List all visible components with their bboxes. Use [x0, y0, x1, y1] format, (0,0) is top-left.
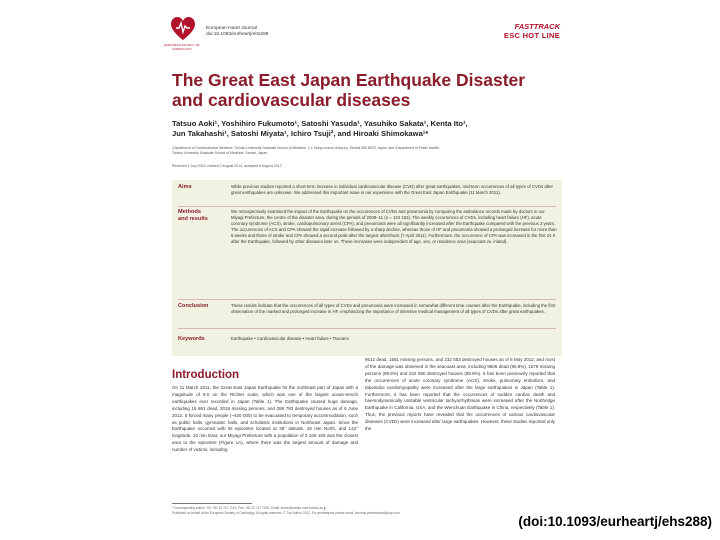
abstract-divider — [178, 206, 556, 207]
publication-note: Published on behalf of the European Society of Cardiology. All rights reserved. © The Author 2012. For permissions please email: journals.permissions@oup.com — [172, 511, 400, 515]
conclusion-text: These results indicate that the occurrences of all types of CVDs and pneumonia were increased in somewhat different time courses after the Earthquake, including the first observation of the marked and prolonged increase in HF, emphasizing the importance of intensive medical management of all types of CVDs after great earthquakes. — [231, 303, 556, 315]
fasttrack-badge — [504, 22, 560, 40]
affiliation-line-1: ¹Department of Cardiovascular Medicine, Tohoku University Graduate School of Medicine, 1-1 Seiryo-machi, Aoba-ku, Sendai 980-8575, Japan; and ²Department of Public Health, — [172, 146, 440, 150]
abstract-divider — [178, 299, 556, 300]
keywords-text: Earthquake • Cardiovascular disease • Heart failure • Tsunami — [231, 336, 349, 341]
received-dates: Received 1 July 2012; revised 2 August 2012; accepted 8 August 2012 — [172, 164, 282, 168]
hotline-label: ESC HOT LINE — [503, 31, 560, 40]
body-column-right: 9512 dead, 1581 missing persons, and 232 553 destroyed houses as of 8 May 2012, and most of the damage was observed in the seacoast area, including 9506 dead (95.8%), 1578 missing persons (99.8%) and 222 880 destroyed houses (95.8%). It has been previously reported that the occurrences of acute coronary syndrome (ACS), stroke, pulmonary embolism, and takotsubo cardiomyopathy were increased after the large earthquakes in Japan (Table 1). Furthermore, it has been reported that the occurrences of sudden cardiac death and haemodynamically unstable ventricular tachyarrhythmias were increased after the Northridge Earthquake in California, USA, and the Wenchuan Earthquake in China, respectively (Table 1). Thus, the previous reports have revealed that the occurrences of various cardiovascular diseases (CVDs) were increased after large earthquakes. However, these studies reported only the — [365, 357, 555, 432]
journal-header — [206, 26, 268, 38]
footnotes — [172, 506, 557, 516]
authors-line-2: Jun Takahashi¹, Satoshi Miyata¹, Ichiro Tsuji², and Hiroaki Shimokawa¹* — [172, 129, 429, 138]
affiliation-line-2: Tohoku University Graduate School of Medicine, Sendai, Japan — [172, 150, 267, 155]
title-line-2: and cardiovascular diseases — [172, 90, 411, 110]
journal-doi: doi:10.1093/eurheartj/ehs288 — [206, 32, 269, 37]
conclusion-label: Conclusion — [178, 303, 209, 309]
affiliations — [172, 146, 552, 155]
footnote-divider — [172, 503, 252, 504]
doi-caption: (doi:10.1093/eurheartj/ehs288) — [518, 514, 712, 529]
keywords-label: Keywords — [178, 336, 205, 342]
methods-label: Methods and results — [178, 209, 208, 222]
abstract-divider — [178, 328, 556, 329]
logo-text: EUROPEAN SOCIETY OF CARDIOLOGY — [164, 43, 200, 51]
aims-text: While previous studies reported a short-term increase in individual cardiovascular disease (CVD) after great earthquakes, mid-term occurrences of all types of CVDs after great earthquakes are unknown. We addressed this important issue in our experience with the Great East Japan Earthquake (11 March 2011). — [231, 184, 553, 196]
esc-heart-logo-icon — [170, 16, 196, 42]
journal-name: European Heart Journal — [206, 26, 257, 31]
title-line-1: The Great East Japan Earthquake Disaster — [172, 70, 526, 90]
authors-line-1: Tatsuo Aoki¹, Yoshihiro Fukumoto¹, Satoshi Yasuda¹, Yasuhiko Sakata¹, Kenta Ito¹, — [172, 119, 468, 128]
methods-text: We retrospectively examined the impact of the Earthquake on the occurrences of CVDs and pneumonia by comparing the ambulance records made by doctors in our Miyagi Prefecture, the centre of the disaster area, during the periods of 2008–11 (n = 124 153). The weekly occurrences of CVDs, including heart failure (HF), acute coronary syndrome (ACS), stroke, cardiopulmonary arrest (CPA), and pneumonia were all significantly increased after the Earthquake compared with the previous 3 years. The occurrences of ACS and CPA showed the rapid increase followed by a sharp decline, whereas those of HF and pneumonia showed a prolonged increase for more than 6 weeks and those of stroke and CPA showed a second peak after the largest aftershock (7 April 2011). Furthermore, the occurrence of CPA was increased in the first 24 h after the Earthquake, followed by other diseases later on. These increases were independent of age, sex, or residence area (seacoast vs. inland). — [231, 209, 557, 245]
article-title — [172, 70, 552, 110]
introduction-heading: Introduction — [172, 369, 240, 381]
article-page — [160, 12, 560, 522]
fasttrack-label: FASTTRACK — [514, 22, 560, 31]
aims-label: Aims — [178, 184, 192, 190]
corresponding-author: * Corresponding author. Tel: +81 22 717 7151, Fax: +81 22 717 7156, Email: shimo@cardio.med.tohoku.ac.jp — [172, 506, 327, 510]
body-column-left: On 11 March 2011, the Great East Japan Earthquake hit the northeast part of Japan with a magnitude of 9.0 on the Richter scale, which was one of the largest ocean-trench earthquakes ever recorded in Japan (Table 1). The Earthquake caused huge damage, including 15 861 dead, 3018 missing persons, and 388 783 destroyed houses as of 6 June 2012. It forced many people (~400 000) to be evacuated to temporary accommodation, such as public halls, gymnastic halls, and scholastic institutions in Northeast Japan. Since the Earthquake occurred with its epicentre located at 38° latitude, 19 min North, and 142° longitude, 22 min East, our Miyagi Prefecture with a population of 2 348 165 was the closest area to the epicentre (Figure 1A), where there was the largest amount of damage and number of victims, including — [172, 385, 358, 453]
author-list — [172, 119, 557, 139]
abstract-box — [172, 180, 562, 356]
